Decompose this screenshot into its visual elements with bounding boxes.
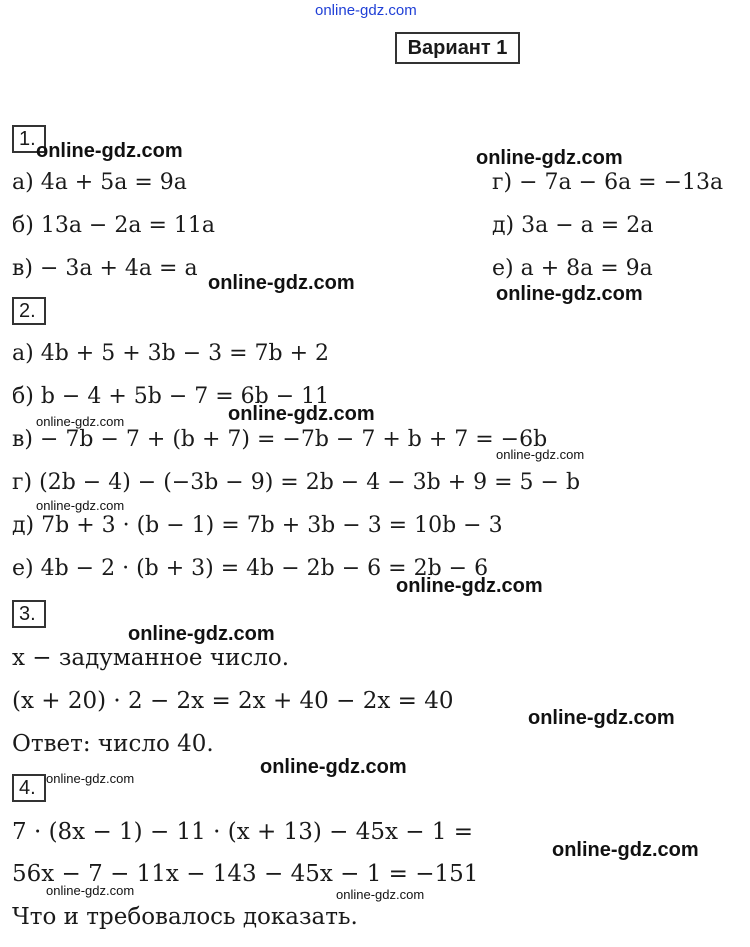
item-label: д): [492, 213, 522, 238]
watermark: online-gdz.com: [476, 147, 623, 169]
item-expression: − 7b − 7 + (b + 7) = −7b − 7 + b + 7 = −6b: [39, 427, 548, 452]
task-3-answer: Ответ: число 40.: [12, 731, 214, 757]
watermark: online-gdz.com: [36, 140, 183, 162]
item-label: д): [12, 513, 42, 538]
watermark: online-gdz.com: [128, 623, 275, 645]
task-1-item-b: [12, 213, 215, 239]
watermark: online-gdz.com: [228, 403, 375, 425]
item-expression: − 7a − 6a = −13a: [519, 170, 724, 195]
task-3-line-2: (x + 20) · 2 − 2x = 2x + 40 − 2x = 40: [12, 688, 454, 714]
task-2-item-g: [12, 470, 580, 496]
task-2-item-d: [12, 513, 503, 539]
watermark: online-gdz.com: [36, 498, 125, 513]
watermark: online-gdz.com: [36, 414, 125, 429]
item-expression: b − 4 + 5b − 7 = 6b − 11: [40, 384, 330, 409]
item-label: а): [12, 341, 41, 366]
watermark: online-gdz.com: [496, 447, 585, 462]
item-label: е): [492, 256, 521, 281]
task-1-number: 1.: [12, 125, 46, 153]
item-label: г): [492, 170, 520, 195]
item-expression: 4a + 5a = 9a: [40, 170, 187, 195]
watermark: online-gdz.com: [46, 883, 135, 898]
item-expression: 3a − a = 2a: [521, 213, 654, 238]
task-3-number: 3.: [12, 600, 46, 628]
watermark-top: online-gdz.com: [315, 2, 417, 19]
task-1-item-v: [12, 256, 198, 282]
task-4-conclusion: Что и требовалось доказать.: [12, 904, 358, 930]
watermark: online-gdz.com: [46, 771, 135, 786]
item-expression: a + 8a = 9a: [520, 256, 653, 281]
item-expression: 4b + 5 + 3b − 3 = 7b + 2: [40, 341, 330, 366]
item-label: б): [12, 384, 41, 409]
item-label: б): [12, 213, 41, 238]
task-2-item-a: [12, 341, 329, 367]
item-expression: − 3a + 4a = a: [39, 256, 198, 281]
task-2-item-v: [12, 427, 547, 453]
variant-title: Вариант 1: [395, 32, 520, 64]
watermark: online-gdz.com: [396, 575, 543, 597]
watermark: online-gdz.com: [528, 707, 675, 729]
watermark: online-gdz.com: [208, 272, 355, 294]
task-2-number: 2.: [12, 297, 46, 325]
item-label: в): [12, 256, 40, 281]
item-label: в): [12, 427, 40, 452]
watermark: online-gdz.com: [496, 283, 643, 305]
task-1-item-a: [12, 170, 187, 196]
item-label: а): [12, 170, 41, 195]
task-4-line-2: 56x − 7 − 11x − 143 − 45x − 1 = −151: [12, 861, 479, 887]
task-1-item-g: [492, 170, 723, 196]
item-expression: 4b − 2 · (b + 3) = 4b − 2b − 6 = 2b − 6: [40, 556, 489, 581]
task-3-line-1: x − задуманное число.: [12, 645, 290, 671]
watermark: online-gdz.com: [260, 756, 407, 778]
watermark: online-gdz.com: [336, 887, 425, 902]
item-expression: 13a − 2a = 11a: [40, 213, 216, 238]
task-1-item-e: [492, 256, 653, 282]
watermark: online-gdz.com: [552, 839, 699, 861]
task-4-line-1: 7 · (8x − 1) − 11 · (x + 13) − 45x − 1 =: [12, 819, 474, 845]
task-4-number: 4.: [12, 774, 46, 802]
item-label: е): [12, 556, 41, 581]
task-1-item-d: [492, 213, 653, 239]
item-expression: (2b − 4) − (−3b − 9) = 2b − 4 − 3b + 9 = 5 − b: [39, 470, 581, 495]
item-expression: 7b + 3 · (b − 1) = 7b + 3b − 3 = 10b − 3: [41, 513, 503, 538]
item-label: г): [12, 470, 40, 495]
